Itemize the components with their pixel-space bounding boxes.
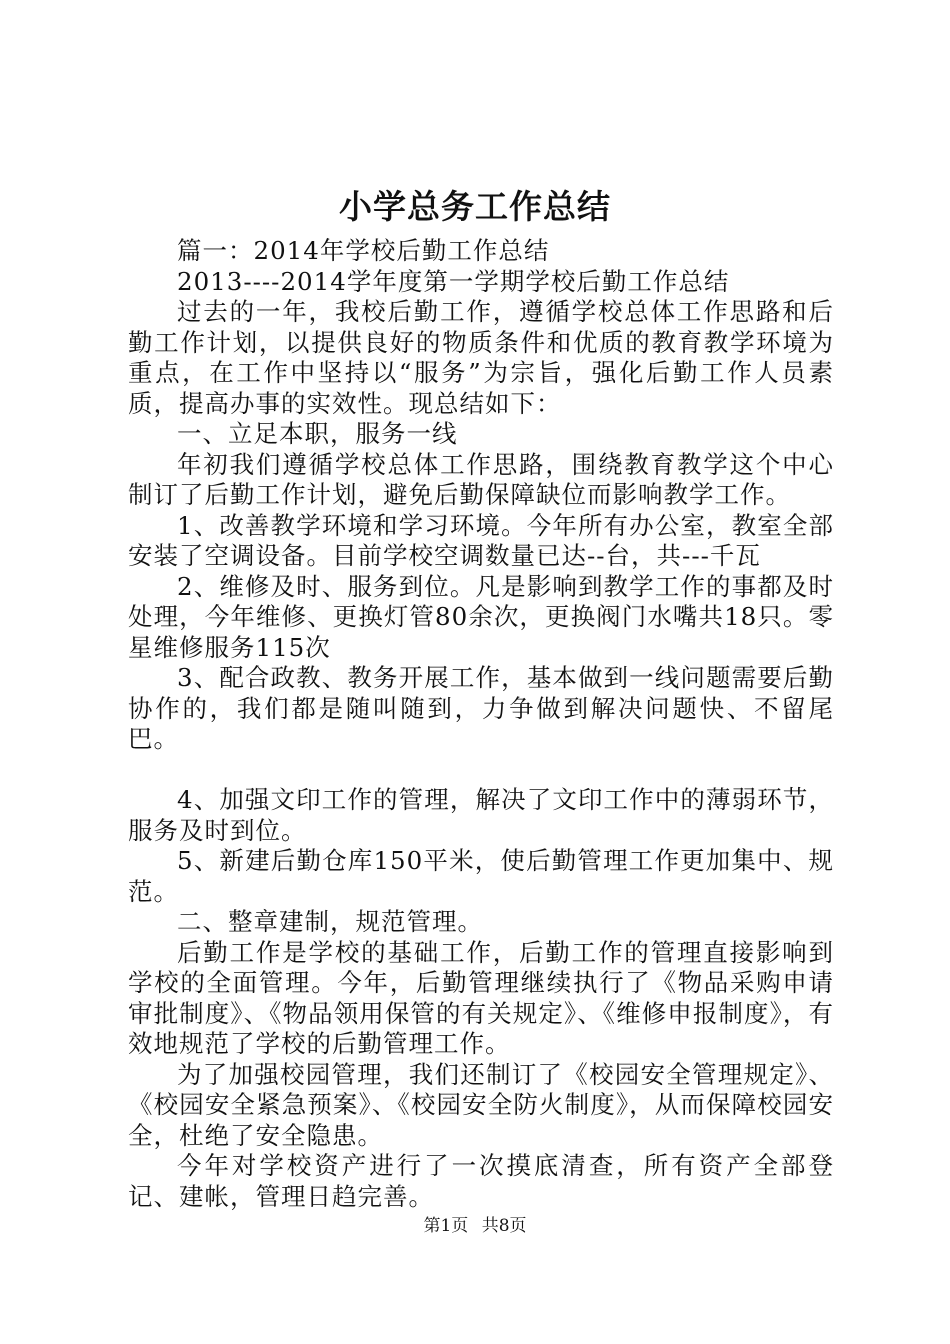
document-title: 小学总务工作总结	[339, 187, 611, 226]
list-item: 3、配合政教、教务开展工作，基本做到一线问题需要后勤协作的，我们都是随叫随到，力争做到解决问题快、不留尾巴。	[128, 663, 834, 753]
section-heading: 二、整章建制，规范管理。	[177, 907, 483, 936]
list-item: 4、加强文印工作的管理，解决了文印工作中的薄弱环节，服务及时到位。	[128, 785, 834, 845]
section-heading: 一、立足本职，服务一线	[177, 419, 458, 448]
list-item: 1、改善教学环境和学习环境。今年所有办公室，教室全部安装了空调设备。目前学校空调数量已达--台，共---千瓦	[128, 510, 834, 570]
paragraph: 后勤工作是学校的基础工作，后勤工作的管理直接影响到学校的全面管理。今年，后勤管理继续执行了《物品采购申请审批制度》、《物品领用保管的有关规定》、《维修申报制度》，有效地规范了学校的后勤管理工作。	[128, 937, 834, 1058]
page-footer	[0, 1214, 950, 1238]
list-item: 5、新建后勤仓库150平米，使后勤管理工作更加集中、规范。	[128, 846, 834, 906]
page-number-total: 共8页	[481, 1216, 527, 1236]
document-body	[128, 236, 834, 1212]
paragraph: 篇一：2014年学校后勤工作总结	[177, 236, 550, 265]
paragraph: 年初我们遵循学校总体工作思路，围绕教育教学这个中心制订了后勤工作计划，避免后勤保障缺位而影响教学工作。	[128, 449, 834, 509]
paragraph: 今年对学校资产进行了一次摸底清查，所有资产全部登记、建帐，管理日趋完善。	[128, 1151, 834, 1211]
blank-line	[128, 755, 834, 786]
list-item: 2、维修及时、服务到位。凡是影响到教学工作的事都及时处理，今年维修、更换灯管80余次，更换阀门水嘴共18只。零星维修服务115次	[128, 571, 834, 662]
paragraph: 2013----2014学年度第一学期学校后勤工作总结	[177, 266, 730, 296]
paragraph: 过去的一年，我校后勤工作，遵循学校总体工作思路和后勤工作计划，以提供良好的物质条件和优质的教育教学环境为重点，在工作中坚持以“服务”为宗旨，强化后勤工作人员素质，提高办事的实效性。现总结如下：	[128, 297, 834, 418]
page-number-current: 第1页	[423, 1216, 469, 1236]
paragraph: 为了加强校园管理，我们还制订了《校园安全管理规定》、《校园安全紧急预案》、《校园安全防火制度》，从而保障校园安全，杜绝了安全隐患。	[128, 1059, 834, 1150]
